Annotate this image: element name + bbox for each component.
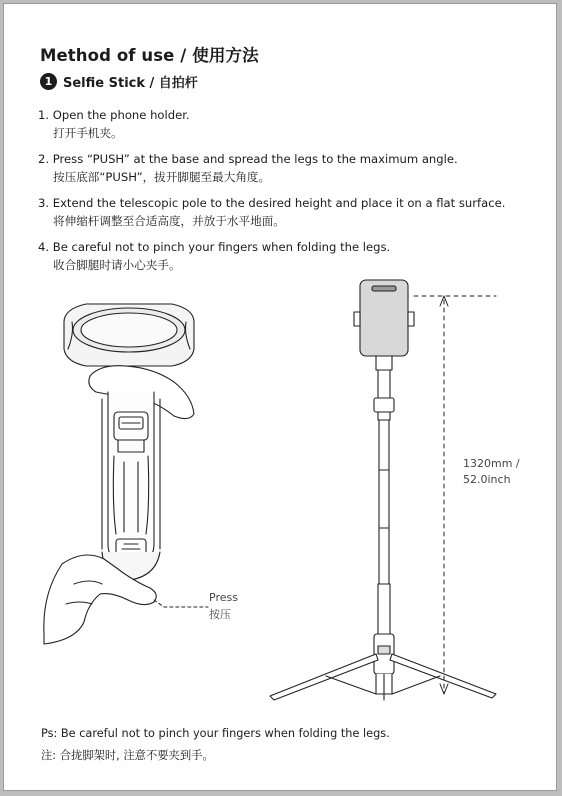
step-2-en: 2. Press “PUSH” at the base and spread the legs to the maximum angle. <box>38 152 458 166</box>
press-callout <box>209 589 238 623</box>
height-mm: 1320mm / <box>463 457 520 470</box>
extended-tripod-illustration <box>270 280 496 700</box>
height-dimension-label <box>463 456 520 488</box>
footnote-en: Ps: Be careful not to pinch your fingers when folding the legs. <box>41 727 390 740</box>
step-3-zh: 将伸缩杆调整至合适高度，并放于水平地面。 <box>53 214 285 228</box>
footnote <box>41 723 390 767</box>
height-inch: 52.0inch <box>463 473 511 486</box>
section-title: Selfie Stick / 自拍杆 <box>63 76 198 91</box>
press-label-zh: 按压 <box>209 608 231 621</box>
step-2-zh: 按压底部“PUSH”，拔开脚腿至最大角度。 <box>53 170 271 184</box>
product-illustrations <box>4 4 558 792</box>
step-4-en: 4. Be careful not to pinch your fingers when folding the legs. <box>38 240 391 254</box>
step-3-en: 3. Extend the telescopic pole to the desired height and place it on a flat surface. <box>38 196 506 210</box>
section-number-badge: 1 <box>40 73 57 90</box>
manual-page <box>3 3 557 791</box>
step-1-en: 1. Open the phone holder. <box>38 108 190 122</box>
page-title: Method of use / 使用方法 <box>40 46 259 65</box>
footnote-zh: 注: 合拢脚架时, 注意不要夹到手。 <box>41 749 214 762</box>
press-label-en: Press <box>209 591 238 604</box>
step-4-zh: 收合脚腿时请小心夹手。 <box>53 258 181 272</box>
step-1-zh: 打开手机夹。 <box>53 126 123 140</box>
tripod-base-illustration <box>44 304 208 644</box>
